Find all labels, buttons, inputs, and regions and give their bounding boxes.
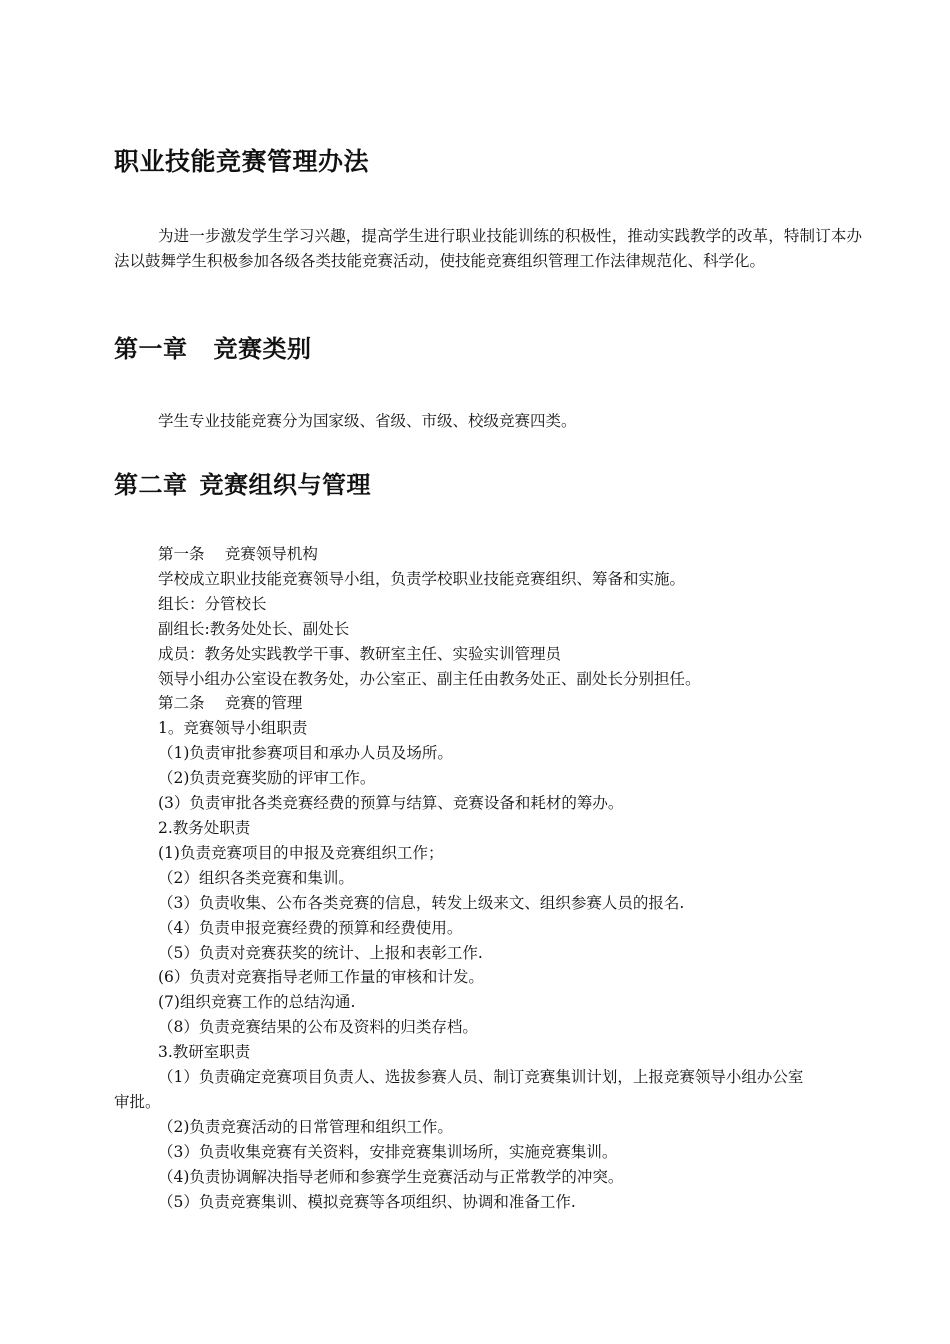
document-title: 职业技能竞赛管理办法: [114, 147, 370, 176]
body-line: 成员：教务处实践教学干事、教研室主任、实验实训管理员: [158, 644, 562, 663]
section-heading: 2.教务处职责: [158, 818, 251, 837]
body-line: 领导小组办公室设在教务处，办公室正、副主任由教务处正、副处长分别担任。: [158, 669, 701, 688]
section-heading: 3.教研室职责: [158, 1043, 251, 1062]
body-line: (3）负责审批各类竞赛经费的预算与结算、竞赛设备和耗材的筹办。: [158, 794, 624, 813]
body-line: （4）负责申报竞赛经费的预算和经费使用。: [158, 918, 463, 937]
intro-paragraph: 为进一步激发学生学习兴趣，提高学生进行职业技能训练的积极性，推动实践教学的改革，特制订本办法以鼓舞学生积极参加各级各类技能竞赛活动，使技能竞赛组织管理工作法律规范化、科学化。: [114, 227, 862, 270]
chapter-2-heading: [114, 465, 371, 500]
body-line: （1）负责确定竞赛项目负责人、选拔参赛人员、制订竞赛集训计划，上报竞赛领导小组办公室: [158, 1068, 804, 1087]
chapter-1-number: 第一章: [114, 335, 188, 363]
body-line: (1)负责竞赛项目的申报及竞赛组织工作；: [158, 843, 444, 862]
article-2-heading: 第二条 竞赛的管理: [158, 694, 303, 713]
body-line: 组长：分管校长: [158, 594, 267, 613]
chapter-1-heading: [114, 329, 312, 364]
body-line: （2)负责竞赛奖励的评审工作。: [158, 769, 376, 788]
body-line: （4)负责协调解决指导老师和参赛学生竞赛活动与正常教学的冲突。: [158, 1167, 624, 1186]
continuation-text: 审批。: [114, 1092, 161, 1111]
body-line: （1)负责审批参赛项目和承办人员及场所。: [158, 744, 453, 763]
body-line: （3）负责收集竞赛有关资料，安排竞赛集训场所，实施竞赛集训。: [158, 1142, 618, 1161]
chapter-2-number: 第二章: [114, 471, 188, 499]
body-line: 学校成立职业技能竞赛领导小组，负责学校职业技能竞赛组织、筹备和实施。: [158, 569, 686, 588]
body-line: （5）负责对竞赛获奖的统计、上报和表彰工作.: [158, 943, 483, 962]
article-1-heading: 第一条 竞赛领导机构: [158, 545, 318, 563]
chapter-1-name: 竞赛类别: [213, 335, 312, 363]
chapter-1-text: 学生专业技能竞赛分为国家级、省级、市级、校级竞赛四类。: [158, 412, 577, 430]
body-line: （2）组织各类竞赛和集训。: [158, 868, 354, 887]
section-heading: 1。竞赛领导小组职责: [158, 719, 308, 738]
body-line: （3）负责收集、公布各类竞赛的信息，转发上级来文、组织参赛人员的报名.: [158, 893, 685, 912]
body-line: （8）负责竞赛结果的公布及资料的归类存档。: [158, 1018, 478, 1037]
chapter-2-body: [114, 542, 868, 1214]
body-line: (6）负责对竞赛指导老师工作量的审核和计发。: [158, 968, 484, 987]
body-line-continuation: [114, 1090, 868, 1115]
body-line: (7)组织竞赛工作的总结沟通.: [158, 993, 356, 1012]
body-line: （5）负责竞赛集训、模拟竞赛等各项组织、协调和准备工作.: [158, 1192, 576, 1211]
body-line: （2)负责竞赛活动的日常管理和组织工作。: [158, 1117, 453, 1136]
chapter-2-name: 竞赛组织与管理: [199, 471, 371, 499]
body-line: 副组长:教务处处长、副处长: [158, 619, 350, 638]
